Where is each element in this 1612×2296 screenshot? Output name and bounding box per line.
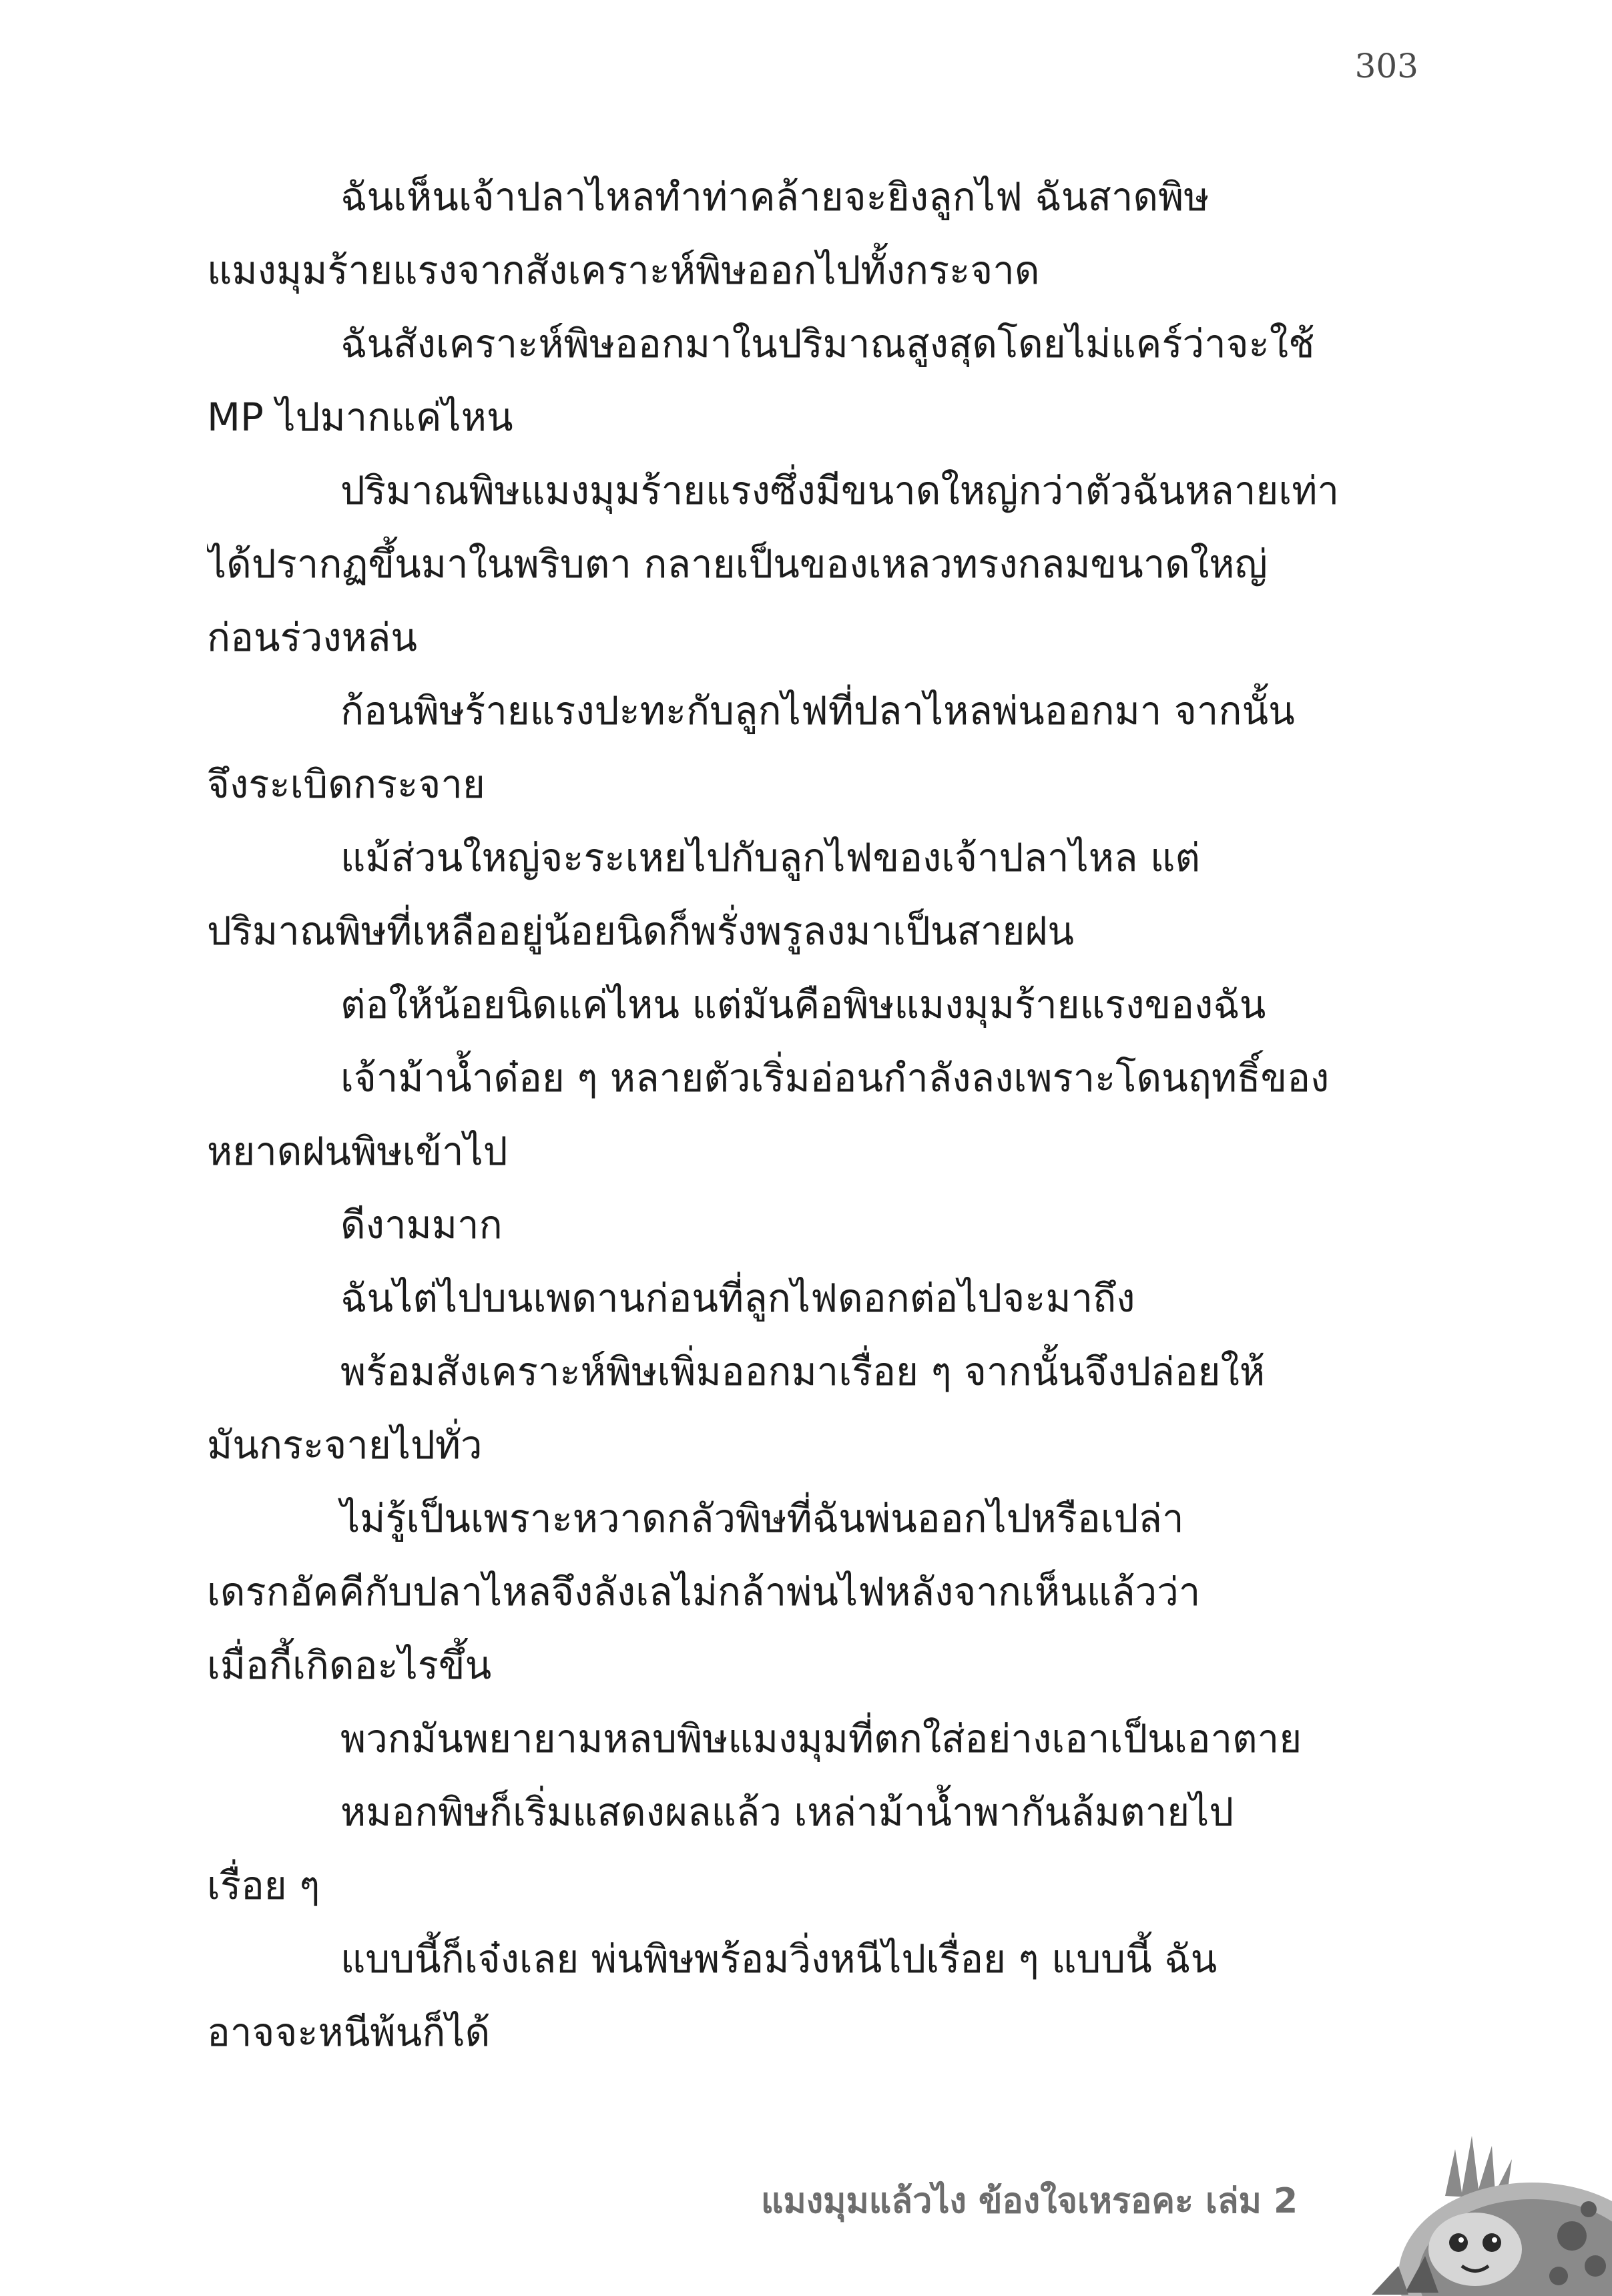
- text-line: ต่อให้น้อยนิดแค่ไหน แต่มันคือพิษแมงมุมร้ายแรงของฉัน: [340, 982, 1266, 1027]
- text-line: ดีงามมาก: [340, 1202, 503, 1247]
- text-line: ฉันสังเคราะห์พิษออกมาในปริมาณสูงสุดโดยไม่แคร์ว่าจะใช้: [340, 321, 1315, 366]
- text-line: MP ไปมากแค่ไหน: [207, 394, 513, 440]
- text-line: หยาดฝนพิษเข้าไป: [207, 1129, 508, 1174]
- text-line: ปริมาณพิษที่เหลืออยู่น้อยนิดก็พรั่งพรูลงมาเป็นสายฝน: [207, 908, 1075, 954]
- text-line: แบบนี้ก็เจ๋งเลย พ่นพิษพร้อมวิ่งหนีไปเรื่อย ๆ แบบนี้ ฉัน: [340, 1936, 1218, 1982]
- text-line: เจ้าม้าน้ำด๋อย ๆ หลายตัวเริ่มอ่อนกำลังลงเพราะโดนฤทธิ์ของ: [340, 1055, 1330, 1101]
- text-line: มันกระจายไปทั่ว: [207, 1422, 483, 1468]
- text-line: เดรกอัคคีกับปลาไหลจึงลังเลไม่กล้าพ่นไฟหลังจากเห็นแล้วว่า: [207, 1569, 1201, 1615]
- text-line: ได้ปรากฏขึ้นมาในพริบตา กลายเป็นของเหลวทรงกลมขนาดใหญ่: [207, 541, 1268, 587]
- text-line: พวกมันพยายามหลบพิษแมงมุมที่ตกใส่อย่างเอาเป็นเอาตาย: [340, 1716, 1302, 1761]
- text-line: แม้ส่วนใหญ่จะระเหยไปกับลูกไฟของเจ้าปลาไหล แต่: [340, 835, 1201, 880]
- text-line: ปริมาณพิษแมงมุมร้ายแรงซึ่งมีขนาดใหญ่กว่าตัวฉันหลายเท่า: [340, 468, 1340, 513]
- text-line: ไม่รู้เป็นเพราะหวาดกลัวพิษที่ฉันพ่นออกไปหรือเปล่า: [340, 1496, 1184, 1541]
- text-line: เรื่อย ๆ: [207, 1863, 320, 1908]
- body-text: [207, 160, 1408, 2069]
- text-line: จึงระเบิดกระจาย: [207, 762, 485, 807]
- text-line: พร้อมสังเคราะห์พิษเพิ่มออกมาเรื่อย ๆ จากนั้นจึงปล่อยให้: [340, 1349, 1266, 1394]
- text-line: เมื่อกี้เกิดอะไรขึ้น: [207, 1643, 492, 1688]
- text-line: แมงมุมร้ายแรงจากสังเคราะห์พิษออกไปทั้งกระจาด: [207, 248, 1040, 293]
- text-line: ฉันเห็นเจ้าปลาไหลทำท่าคล้ายจะยิงลูกไฟ ฉันสาดพิษ: [340, 174, 1210, 220]
- text-line: ฉันไต่ไปบนเพดานก่อนที่ลูกไฟดอกต่อไปจะมาถึง: [340, 1275, 1135, 1321]
- page-number: 303: [1354, 47, 1418, 85]
- spider-mascot-icon: [1332, 2122, 1612, 2296]
- text-line: อาจจะหนีพ้นก็ได้: [207, 2010, 491, 2055]
- footer-book-title: แมงมุมแล้วไง ข้องใจเหรอคะ เล่ม 2: [761, 2181, 1298, 2221]
- text-line: ก่อนร่วงหล่น: [207, 615, 418, 660]
- text-line: ก้อนพิษร้ายแรงปะทะกับลูกไฟที่ปลาไหลพ่นออกมา จากนั้น: [340, 688, 1295, 734]
- text-line: หมอกพิษก็เริ่มแสดงผลแล้ว เหล่าม้าน้ำพากันล้มตายไป: [340, 1789, 1234, 1835]
